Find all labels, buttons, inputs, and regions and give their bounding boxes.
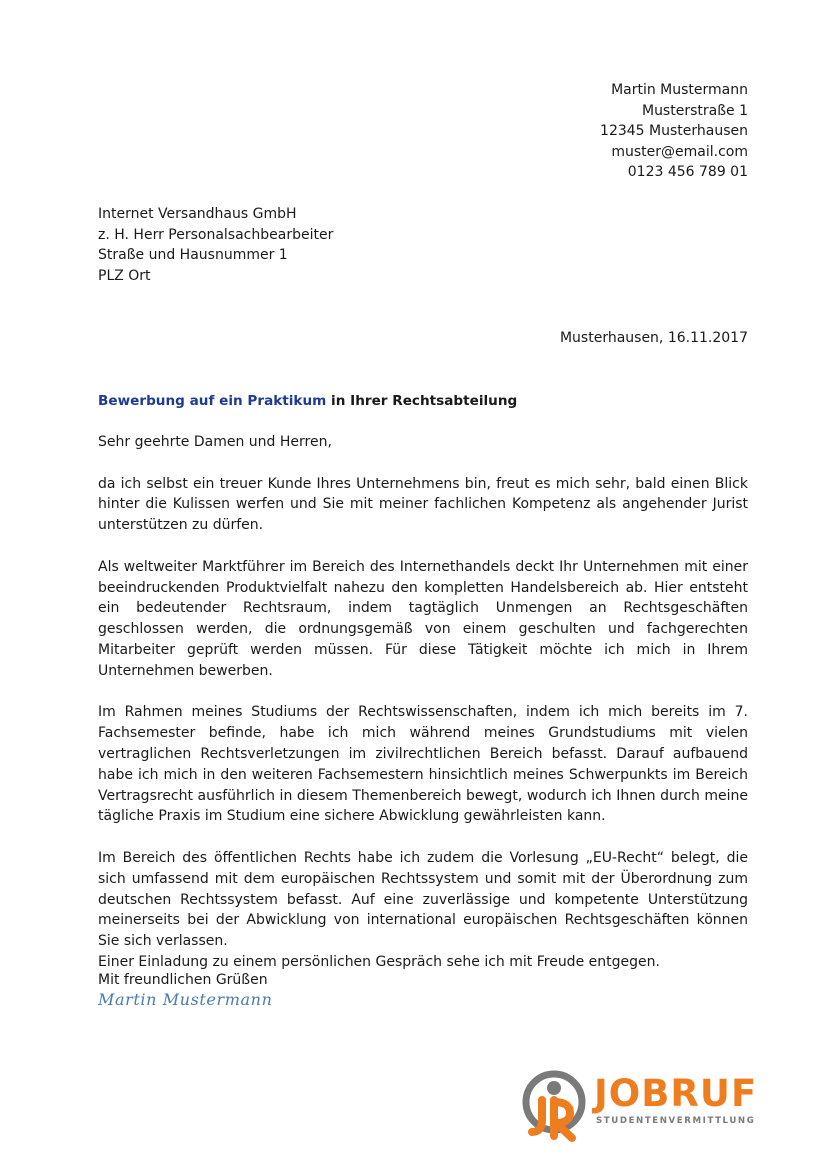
letter-body [98, 432, 748, 994]
logo-wordmark: JOBRUF [594, 1072, 758, 1115]
subject-highlight: Bewerbung auf ein Praktikum [98, 393, 327, 409]
logo-tagline: STUDENTENVERMITTLUNG [596, 1116, 756, 1126]
recipient-contact: z. H. Herr Personalsachbearbeiter [98, 226, 334, 243]
paragraph-4: Im Bereich des öffentlichen Rechts habe ich zudem die Vorlesung „EU-Recht“ belegt, die sich umfassend mit dem europäischen Rechtssystem und somit mit der Überordnung zum deutschen Rechtssystem befasst. Auf eine zuverlässige und kompetente Unterstützung meinerseits bei der Abwicklung von international europäischen Rechtsgeschäften können Sie sich verlassen. [98, 849, 748, 950]
paragraph-1: da ich selbst ein treuer Kunde Ihres Unternehmens bin, freut es mich sehr, bald einen Blick hinter die Kulissen werfen und Sie mit meiner fachlichen Kompetenz als angehender Jurist unterstützen zu dürfen. [98, 475, 748, 534]
sender-city: 12345 Musterhausen [600, 123, 748, 140]
paragraph-2: Als weltweiter Marktführer im Bereich des Internethandels deckt Ihr Unternehmen mit einer beeindruckenden Produktvielfalt nahezu den kompletten Handelsbereich ab. Hier entsteht ein bedeutender Rechtsraum, indem tagtäglich Unmengen an Rechtsgeschäften geschlossen werden, die ordnungsgemäß von einem geschulten und fachgerechten Mitarbeiter geprüft werden müssen. Für diese Tätigkeit möchte ich mich in Ihrem Unternehmen bewerben. [98, 558, 748, 679]
subject-line [98, 391, 517, 411]
recipient-city: PLZ Ort [98, 267, 151, 284]
letter-date: Musterhausen, 16.11.2017 [559, 330, 748, 346]
recipient-street: Straße und Hausnummer 1 [98, 247, 288, 264]
recipient-company: Internet Versandhaus GmbH [98, 206, 297, 222]
closing: Mit freundlichen Grüßen [98, 972, 268, 988]
jobruf-logo [520, 1066, 760, 1144]
sender-phone: 0123 456 789 01 [627, 164, 748, 181]
jobruf-person-icon [520, 1066, 594, 1144]
paragraph-5: Einer Einladung zu einem persönlichen Gespräch sehe ich mit Freude entgegen. [98, 953, 660, 970]
sender-street: Musterstraße 1 [641, 102, 748, 119]
sender-address [600, 80, 748, 183]
sender-email: muster@email.com [611, 143, 748, 160]
paragraph-3: Im Rahmen meines Studiums der Rechtswissenschaften, indem ich mich bereits im 7. Fachsemester befinde, habe ich mich während meines Grundstudiums mit vielen vertraglichen Rechtsverletzungen im zivilrechtlichen Bereich befasst. Darauf aufbauend habe ich mich in den weiteren Fachsemestern hinsichtlich meines Schwerpunkts im Bereich Vertragsrecht ausführlich in diesem Themenbereich bewegt, wodurch ich Ihnen durch meine tägliche Praxis im Studium eine sichere Abwicklung gewährleisten kann. [98, 704, 748, 825]
recipient-address [98, 204, 333, 286]
greeting: Sehr geehrte Damen und Herren, [98, 434, 332, 450]
signature: Martin Mustermann [98, 990, 273, 1009]
subject-rest: in Ihrer Rechtsabteilung [326, 393, 518, 409]
sender-name: Martin Mustermann [611, 82, 748, 98]
